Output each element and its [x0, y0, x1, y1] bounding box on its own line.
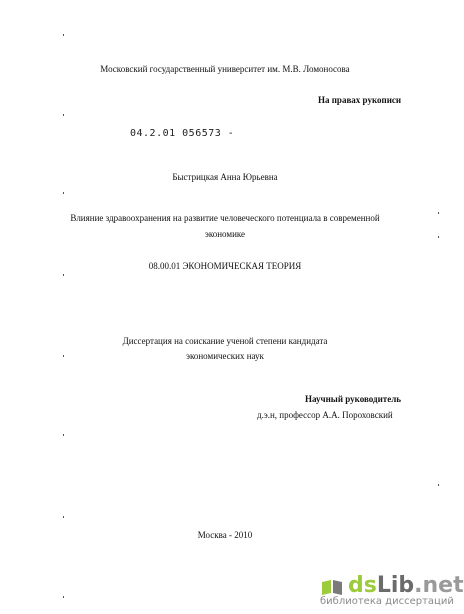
logo-lib: Lib	[376, 573, 415, 598]
scan-speck	[63, 516, 64, 518]
city-year: Москва - 2010	[197, 530, 253, 540]
advisor-label: Научный руководитель	[305, 394, 401, 404]
logo-net: .net	[414, 573, 464, 598]
university-name: Московский государственный университет им. М.В. Ломоносова	[100, 64, 350, 74]
scan-speck	[63, 596, 64, 598]
book-icon	[320, 578, 344, 596]
scan-speck	[63, 274, 64, 276]
scan-speck	[63, 34, 64, 36]
dslib-watermark	[320, 573, 464, 608]
author-name: Быстрицкая Анна Юрьевна	[172, 172, 278, 182]
scan-speck	[438, 484, 439, 486]
scan-speck	[63, 114, 64, 116]
degree-line-1: Диссертация на соискание ученой степени кандидата	[122, 336, 328, 346]
dissertation-title-line-2: экономике	[204, 229, 246, 239]
advisor-name: д.э.н, профессор А.А. Пороховский	[257, 410, 393, 420]
watermark-subtitle: библиотека диссертаций	[320, 596, 454, 607]
degree-line-2: экономических наук	[186, 351, 264, 361]
specialty-code: 08.00.01 ЭКОНОМИЧЕСКАЯ ТЕОРИЯ	[148, 261, 302, 271]
scan-speck	[63, 434, 64, 436]
dslib-logo	[348, 574, 464, 598]
scan-speck	[63, 192, 64, 194]
logo-ds: ds	[348, 573, 377, 598]
rights-note: На правах рукописи	[318, 95, 402, 105]
registration-number-stamp: 04.2.01 056573 -	[130, 128, 235, 139]
dissertation-title-line-1: Влияние здравоохранения на развитие человеческого потенциала в современной	[70, 213, 380, 223]
